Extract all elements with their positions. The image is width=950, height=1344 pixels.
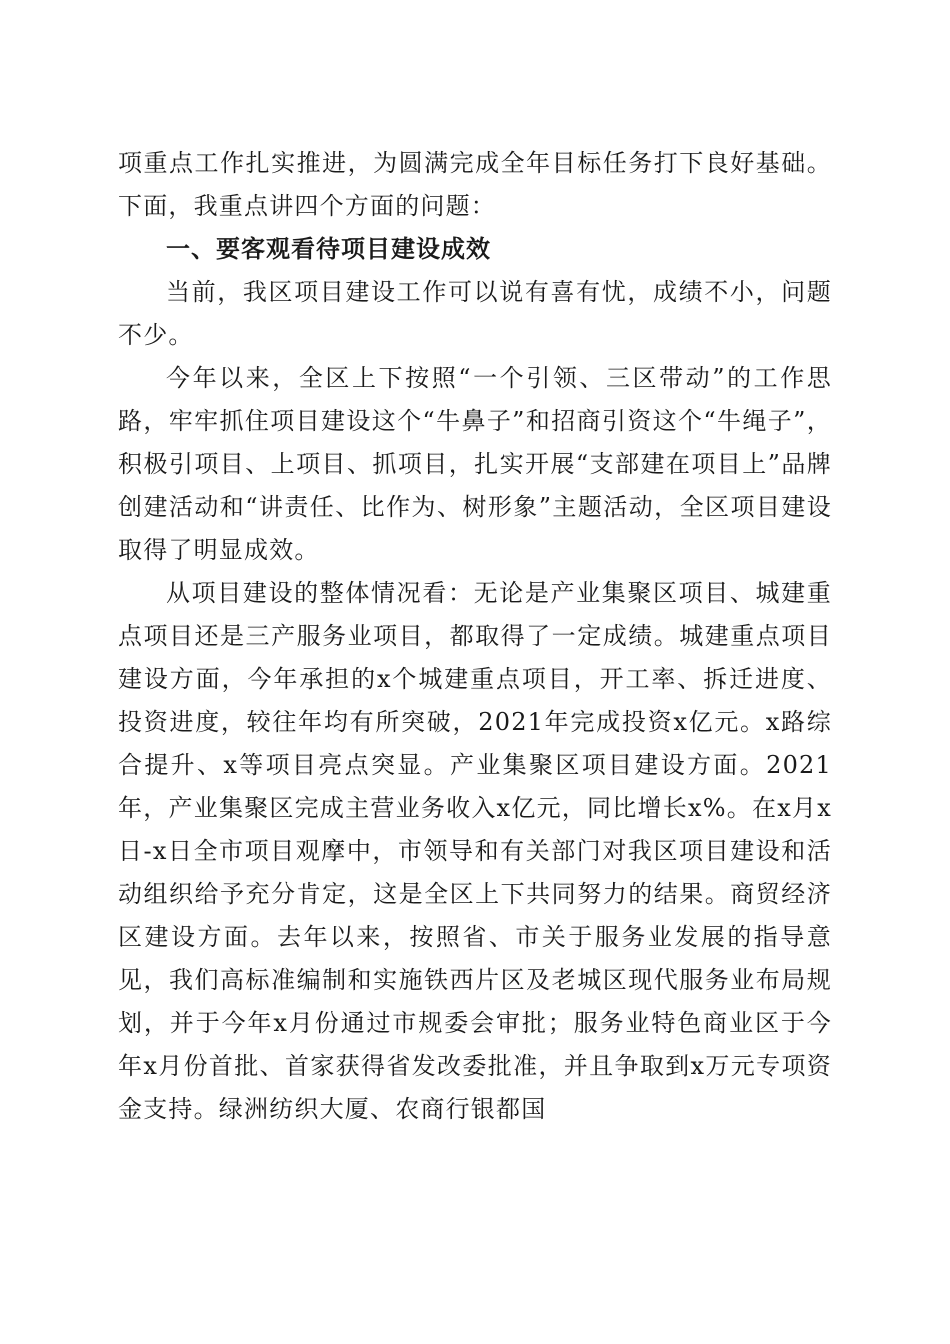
body-paragraph: 项重点工作扎实推进，为圆满完成全年目标任务打下良好基础。下面，我重点讲四个方面的问题： xyxy=(118,149,832,220)
document-body xyxy=(118,142,832,1131)
body-paragraph: 从项目建设的整体情况看：无论是产业集聚区项目、城建重点项目还是三产服务业项目，都取得了一定成绩。城建重点项目建设方面，今年承担的x个城建重点项目，开工率、拆迁进度、投资进度，较往年均有所突破，2021年完成投资x亿元。x路综合提升、x等项目亮点突显。产业集聚区项目建设方面。2021年，产业集聚区完成主营业务收入x亿元，同比增长x%。在x月x日-x日全市项目观摩中，市领导和有关部门对我区项目建设和活动组织给予充分肯定，这是全区上下共同努力的结果。商贸经济区建设方面。去年以来，按照省、市关于服务业发展的指导意见，我们高标准编制和实施铁西片区及老城区现代服务业布局规划，并于今年x月份通过市规委会审批；服务业特色商业区于今年x月份首批、首家获得省发改委批准，并且争取到x万元专项资金支持。绿洲纺织大厦、农商行银都国 xyxy=(118,579,832,1123)
section-heading: 一、要客观看待项目建设成效 xyxy=(166,235,491,263)
body-paragraph: 当前，我区项目建设工作可以说有喜有忧，成绩不小，问题不少。 xyxy=(118,278,832,349)
body-paragraph: 今年以来，全区上下按照“一个引领、三区带动”的工作思路，牢牢抓住项目建设这个“牛鼻子”和招商引资这个“牛绳子”，积极引项目、上项目、抓项目，扎实开展“支部建在项目上”品牌创建活动和“讲责任、比作为、树形象”主题活动，全区项目建设取得了明显成效。 xyxy=(118,364,832,564)
